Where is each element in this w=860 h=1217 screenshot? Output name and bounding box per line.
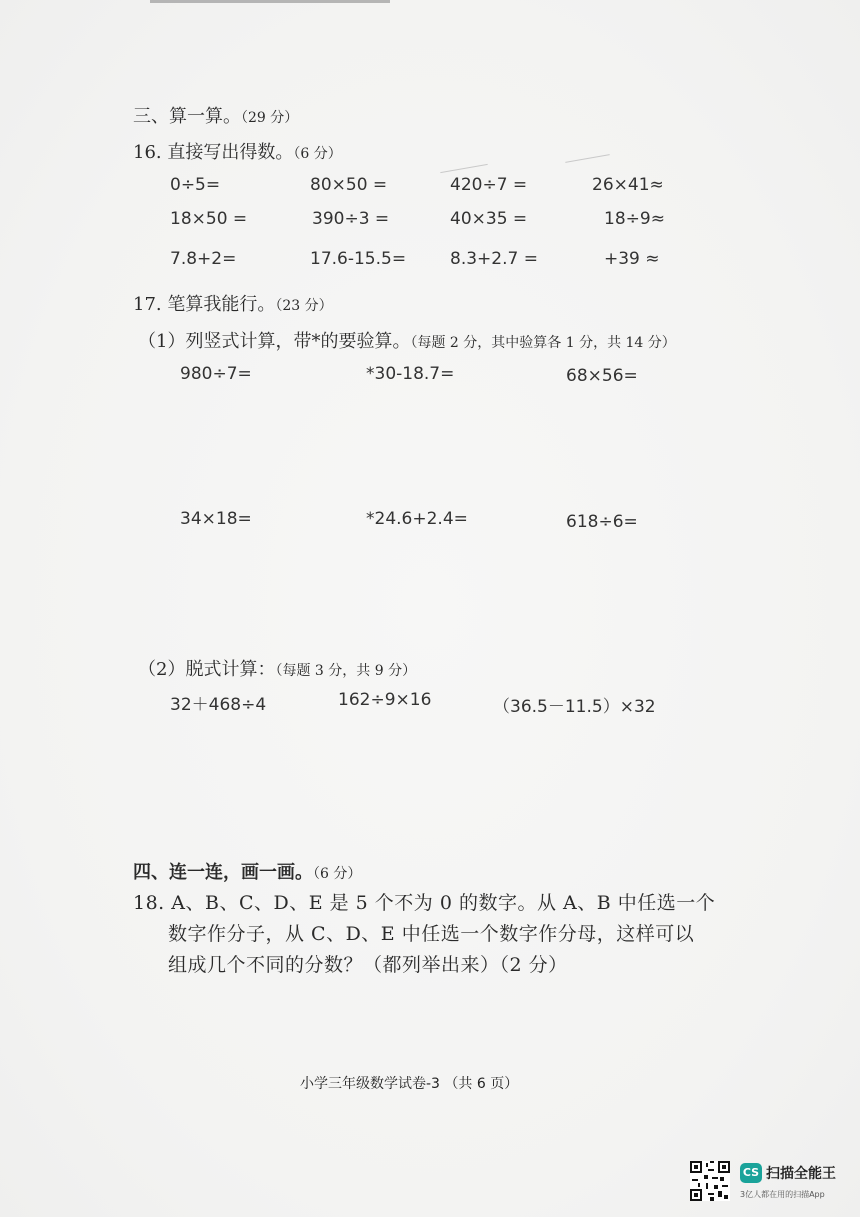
q18-line: 组成几个不同的分数？（都列举出来）（2 分） (168, 954, 568, 976)
q16-item: 0÷5= (170, 175, 221, 195)
page-footer: 小学三年级数学试卷-3 （共 6 页） (300, 1076, 519, 1092)
q16-item: 420÷7 = (450, 175, 528, 195)
step-calc-item: （36.5－11.5）×32 (493, 697, 656, 717)
section-3-heading (133, 102, 298, 128)
vertical-calc-item: 980÷7= (180, 364, 252, 384)
vertical-calc-item: *24.6+2.4= (366, 509, 468, 529)
top-edge-line (150, 0, 390, 3)
q16-item: +39 ≈ (604, 249, 660, 269)
q17-part1-heading (138, 327, 676, 353)
q17-title: 17. 笔算我能行。 (133, 294, 276, 315)
q17-score: （23 分） (275, 298, 333, 314)
q16-item: 18×50 = (170, 209, 248, 229)
qr-code-icon (690, 1161, 730, 1201)
q16-item: 7.8+2= (170, 249, 237, 269)
q16-title: 16. 直接写出得数。 (133, 142, 294, 163)
q17-part2-label: （2）脱式计算： (138, 659, 276, 680)
q16-item: 18÷9≈ (604, 209, 665, 229)
q17-part1-note: （每题 2 分，其中验算各 1 分，共 14 分） (410, 335, 676, 351)
vertical-calc-item: 68×56= (566, 366, 638, 386)
q16-item: 80×50 = (310, 175, 388, 195)
section-3-title: 三、算一算。 (133, 106, 241, 127)
q16-heading (133, 138, 342, 164)
section-3-score: （29 分） (241, 110, 299, 126)
q17-heading (133, 290, 333, 316)
q16-item: 17.6-15.5= (310, 249, 407, 269)
q17-part2-note: （每题 3 分，共 9 分） (275, 663, 417, 679)
q16-item: 390÷3 = (312, 209, 390, 229)
section-4-title: 四、连一连，画一画。 (133, 862, 313, 883)
q17-part1-label: （1）列竖式计算，带*的要验算。 (138, 331, 411, 352)
q16-score: （6 分） (293, 146, 342, 162)
scanner-tagline: 3亿人都在用的扫描App (740, 1190, 825, 1199)
q17-part2-heading (138, 655, 416, 681)
q18-line: 18. A、B、C、D、E 是 5 个不为 0 的数字。从 A、B 中任选一个 (133, 892, 716, 914)
q16-item: 8.3+2.7 = (450, 249, 538, 269)
vertical-calc-item: *30-18.7= (366, 364, 455, 384)
q18-line: 数字作分子，从 C、D、E 中任选一个数字作分母，这样可以 (168, 923, 695, 945)
scanner-logo-icon: CS (740, 1163, 762, 1183)
step-calc-item: 162÷9×16 (338, 690, 432, 710)
q16-item: 40×35 = (450, 209, 528, 229)
q16-item: 26×41≈ (592, 175, 664, 195)
section-4-score: （6 分） (313, 866, 362, 882)
step-calc-item: 32＋468÷4 (170, 695, 267, 715)
scanner-brand: 扫描全能王 (766, 1166, 836, 1182)
vertical-calc-item: 34×18= (180, 509, 252, 529)
section-4-heading (133, 858, 361, 884)
vertical-calc-item: 618÷6= (566, 512, 638, 532)
